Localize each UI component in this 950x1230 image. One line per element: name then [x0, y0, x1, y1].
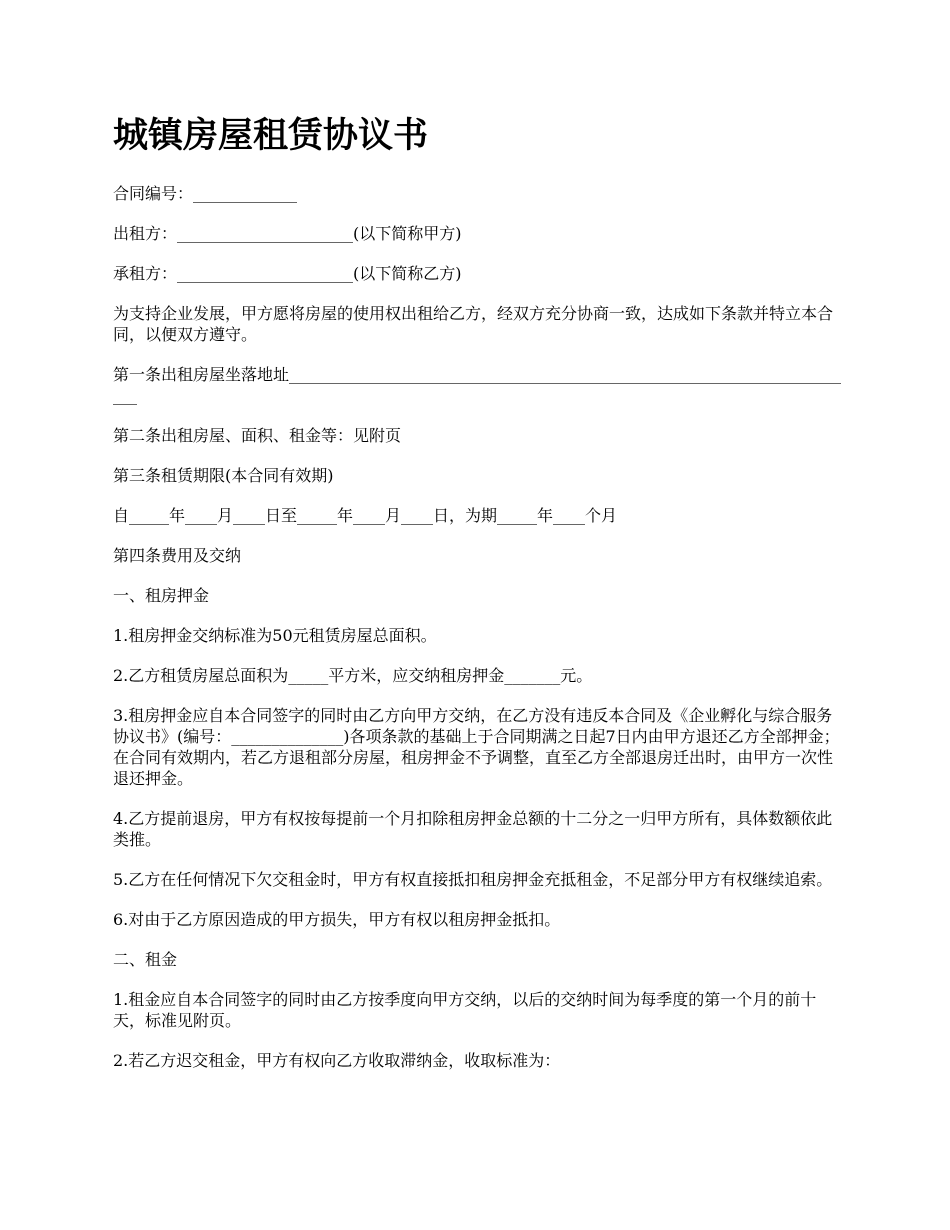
article-4-heading: 第四条费用及交纳 [113, 546, 242, 565]
deposit-clause-4: 4.乙方提前退房，甲方有权按每提前一个月扣除租房押金总额的十二分之一归甲方所有，具体数额依此类推。 [113, 809, 833, 849]
rent-clause-1: 1.租金应自本合同签字的同时由乙方按季度向甲方交纳，以后的交纳时间为每季度的第一个月的前十天，标准见附页。 [113, 990, 817, 1030]
article-3-heading: 第三条租赁期限(本合同有效期) [113, 466, 334, 485]
article-1-address: 第一条出租房屋坐落地址________________________________________________________________________ [113, 365, 842, 405]
lessee-line: 承租方：______________________(以下简称乙方) [113, 264, 462, 283]
deposit-clause-3: 3.租房押金应自本合同签字的同时由乙方向甲方交纳，在乙方没有违反本合同及《企业孵化与综合服务协议书》(编号：______________)各项条款的基础上于合同期满之日起7日内由甲方退还乙方全部押金；在合同有效期内，若乙方退租部分房屋，租房押金不予调整，直至乙方全部退房迁出时，由甲方一次性退还押金。 [113, 706, 840, 788]
rent-clause-2: 2.若乙方迟交租金，甲方有权向乙方收取滞纳金，收取标准为： [113, 1051, 561, 1070]
deposit-clause-6: 6.对由于乙方原因造成的甲方损失，甲方有权以租房押金抵扣。 [113, 910, 561, 929]
section-deposit-heading: 一、租房押金 [113, 586, 210, 605]
lessor-line: 出租方：______________________(以下简称甲方) [113, 224, 462, 243]
deposit-clause-5: 5.乙方在任何情况下欠交租金时，甲方有权直接抵扣租房押金充抵租金，不足部分甲方有权继续追索。 [113, 870, 833, 889]
preamble-paragraph: 为支持企业发展，甲方愿将房屋的使用权出租给乙方，经双方充分协商一致，达成如下条款并特立本合同，以便双方遵守。 [113, 304, 834, 344]
lease-term-line: 自_____年____月____日至_____年____月____日，为期_____年____个月 [113, 506, 618, 525]
deposit-clause-1: 1.租房押金交纳标准为50元租赁房屋总面积。 [113, 626, 437, 645]
document-body [113, 112, 843, 1090]
section-rent-heading: 二、租金 [113, 950, 178, 969]
article-2-area-rent: 第二条出租房屋、面积、租金等：见附页 [113, 426, 402, 445]
deposit-clause-2: 2.乙方租赁房屋总面积为_____平方米，应交纳租房押金_______元。 [113, 666, 593, 685]
contract-number-line: 合同编号：_____________ [113, 184, 298, 203]
document-title: 城镇房屋租赁协议书 [113, 115, 429, 156]
